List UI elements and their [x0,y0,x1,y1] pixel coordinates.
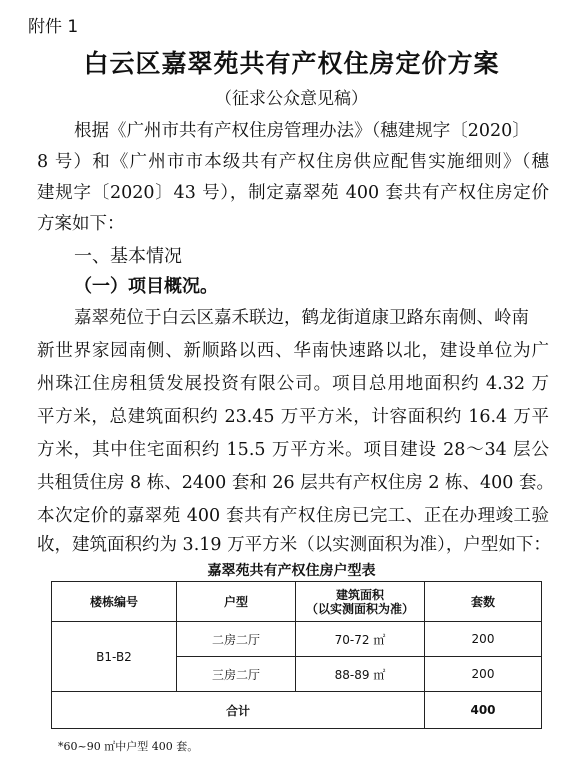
total-label: 合计 [52,692,425,729]
body-line: 嘉翠苑位于白云区嘉禾联边，鹤龙街道康卫路东南侧、岭南 [74,308,529,328]
body-line: 本次定价的嘉翠苑 400 套共有产权住房已完工、正在办理竣工验 [37,506,549,526]
body-line: 方米，其中住宅面积约 15.5 万平方米。项目建设 28～34 层公 [37,440,549,460]
body-line: 州珠江住房租赁发展投资有限公司。项目总用地面积约 4.32 万 [37,374,549,394]
table-row [52,622,542,657]
header-count: 套数 [425,582,542,622]
attachment-label: 附件 1 [28,17,79,37]
header-area-line1: 建筑面积 [335,587,384,602]
header-area [296,582,425,622]
unit-type-table [51,581,542,729]
section-heading: 一、基本情况 [74,246,182,267]
body-line: 新世界家园南侧、新顺路以西、华南快速路以北，建设单位为广 [37,341,549,361]
building-cell: B1-B2 [52,622,177,692]
header-type: 户型 [177,582,296,622]
body-line: 平方米，总建筑面积约 23.45 万平方米，计容面积约 16.4 万平 [37,407,549,427]
intro-line: 根据《广州市共有产权住房管理办法》（穗建规字〔2020〕 [74,121,530,141]
count-cell: 200 [425,657,542,692]
count-cell: 200 [425,622,542,657]
header-area-line2: （以实测面积为准） [305,601,414,616]
intro-line: 方案如下： [37,214,125,234]
type-cell: 三房二厅 [177,657,296,692]
intro-line: 8 号）和《广州市市本级共有产权住房供应配售实施细则》（穗 [37,152,549,172]
body-line: 共租赁住房 8 栋、2400 套和 26 层共有产权住房 2 栋、400 套。 [37,473,554,493]
body-line: 收，建筑面积约为 3.19 万平方米（以实测面积为准），户型如下： [37,535,551,555]
table-header-row [52,582,542,622]
intro-line: 建规字〔2020〕43 号），制定嘉翠苑 400 套共有产权住房定价 [37,183,549,203]
table-footnote: *60~90 ㎡中户型 400 套。 [58,740,199,753]
table-title: 嘉翠苑共有产权住房户型表 [207,563,376,579]
subsection-heading: （一）项目概况。 [74,276,218,297]
type-cell: 二房二厅 [177,622,296,657]
total-count: 400 [425,692,542,729]
document-subtitle: （征求公众意见稿） [215,89,368,109]
table-total-row [52,692,542,729]
document-title: 白云区嘉翠苑共有产权住房定价方案 [83,49,500,78]
header-building: 楼栋编号 [52,582,177,622]
area-cell: 70-72 ㎡ [296,622,425,657]
area-cell: 88-89 ㎡ [296,657,425,692]
